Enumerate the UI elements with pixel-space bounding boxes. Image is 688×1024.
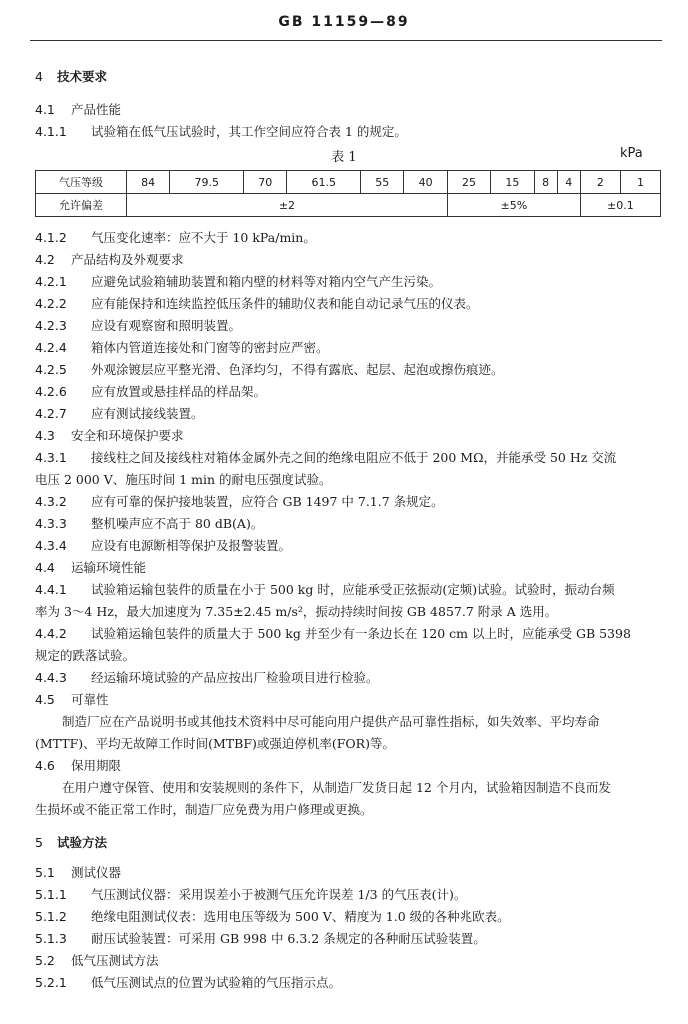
clause-4-4-2: 4.4.2 试验箱运输包装件的质量大于 500 kg 并至少有一条边长在 120 cm 以上时，应能承受 GB 5398 bbox=[35, 626, 631, 641]
section-5-2-heading: 5.2 低气压测试方法 bbox=[35, 953, 159, 968]
pressure-table bbox=[35, 170, 661, 217]
clause-4-3-3: 4.3.3 整机噪声应不高于 80 dB(A)。 bbox=[35, 516, 264, 531]
table-cell: 55 bbox=[361, 171, 404, 194]
section-4-2-heading: 4.2 产品结构及外观要求 bbox=[35, 252, 184, 267]
table-row bbox=[36, 194, 661, 217]
section-4-4-heading: 4.4 运输环境性能 bbox=[35, 560, 147, 575]
table-cell: ±5% bbox=[447, 194, 580, 217]
clause-4-3-2: 4.3.2 应有可靠的保护接地装置，应符合 GB 1497 中 7.1.7 条规定。 bbox=[35, 494, 444, 509]
clause-4-2-2: 4.2.2 应有能保持和连续监控低压条件的辅助仪表和能自动记录气压的仪表。 bbox=[35, 296, 479, 311]
warranty-paragraph-continued: 生损坏或不能正常工作时，制造厂应免费为用户修理或更换。 bbox=[35, 802, 373, 817]
table-cell: 40 bbox=[404, 171, 447, 194]
clause-4-4-1-continued: 率为 3～4 Hz，最大加速度为 7.35±2.45 m/s²，振动持续时间按 GB 4857.7 附录 A 选用。 bbox=[35, 604, 558, 619]
table-cell: 15 bbox=[491, 171, 534, 194]
clause-4-2-7: 4.2.7 应有测试接线装置。 bbox=[35, 406, 204, 421]
table-cell: 8 bbox=[534, 171, 557, 194]
clause-5-2-1: 5.2.1 低气压测试点的位置为试验箱的气压指示点。 bbox=[35, 975, 342, 990]
table-cell: ±2 bbox=[127, 194, 448, 217]
reliability-paragraph-continued: (MTTF)、平均无故障工作时间(MTBF)或强迫停机率(FOR)等。 bbox=[35, 736, 395, 751]
clause-4-2-4: 4.2.4 箱体内管道连接处和门窗等的密封应严密。 bbox=[35, 340, 329, 355]
table-unit: kPa bbox=[620, 146, 643, 161]
section-4-6-heading: 4.6 保用期限 bbox=[35, 758, 122, 773]
clause-5-1-1: 5.1.1 气压测试仪器：采用误差小于被测气压允许误差 1/3 的气压表(计)。 bbox=[35, 887, 467, 902]
row-label-tolerance: 允许偏差 bbox=[36, 194, 127, 217]
clause-4-3-1-continued: 电压 2 000 V、施压时间 1 min 的耐电压强度试验。 bbox=[35, 472, 332, 487]
reliability-paragraph: 制造厂应在产品说明书或其他技术资料中尽可能向用户提供产品可靠性指标，如失效率、平均寿命 bbox=[62, 714, 600, 729]
clause-4-2-3: 4.2.3 应设有观察窗和照明装置。 bbox=[35, 318, 242, 333]
clause-4-2-5: 4.2.5 外观涂镀层应平整光滑、色泽均匀，不得有露底、起层、起泡或擦伤痕迹。 bbox=[35, 362, 504, 377]
table-row bbox=[36, 171, 661, 194]
clause-5-1-3: 5.1.3 耐压试验装置：可采用 GB 998 中 6.3.2 条规定的各种耐压试验装置。 bbox=[35, 931, 486, 946]
section-4-1-heading: 4.1 产品性能 bbox=[35, 102, 122, 117]
warranty-paragraph: 在用户遵守保管、使用和安装规则的条件下，从制造厂发货日起 12 个月内，试验箱因制造不良而发 bbox=[62, 780, 611, 795]
clause-4-1-2: 4.1.2 气压变化速率：应不大于 10 kPa/min。 bbox=[35, 230, 316, 245]
clause-5-1-2: 5.1.2 绝缘电阻测试仪表：选用电压等级为 500 V、精度为 1.0 级的各种兆欧表。 bbox=[35, 909, 510, 924]
clause-4-1-1: 4.1.1 试验箱在低气压试验时，其工作空间应符合表 1 的规定。 bbox=[35, 124, 407, 139]
section-4-3-heading: 4.3 安全和环境保护要求 bbox=[35, 428, 184, 443]
table-cell: 84 bbox=[127, 171, 170, 194]
section-4-5-heading: 4.5 可靠性 bbox=[35, 692, 109, 707]
clause-4-4-2-continued: 规定的跌落试验。 bbox=[35, 648, 136, 663]
table-cell: 2 bbox=[580, 171, 620, 194]
table-cell: ±0.1 bbox=[580, 194, 660, 217]
clause-4-4-3: 4.4.3 经运输环境试验的产品应按出厂检验项目进行检验。 bbox=[35, 670, 379, 685]
header-rule bbox=[30, 40, 662, 41]
clause-4-2-1: 4.2.1 应避免试验箱辅助装置和箱内壁的材料等对箱内空气产生污染。 bbox=[35, 274, 442, 289]
table-cell: 4 bbox=[557, 171, 580, 194]
table-cell: 1 bbox=[620, 171, 660, 194]
table-cell: 70 bbox=[244, 171, 287, 194]
table-cell: 25 bbox=[447, 171, 490, 194]
section-5-heading: 5 试验方法 bbox=[35, 835, 108, 850]
table-caption: 表 1 bbox=[331, 150, 357, 165]
row-label-pressure-level: 气压等级 bbox=[36, 171, 127, 194]
section-4-heading: 4 技术要求 bbox=[35, 69, 108, 84]
section-5-1-heading: 5.1 测试仪器 bbox=[35, 865, 122, 880]
clause-4-2-6: 4.2.6 应有放置或悬挂样品的样品架。 bbox=[35, 384, 267, 399]
clause-4-4-1: 4.4.1 试验箱运输包装件的质量在小于 500 kg 时，应能承受正弦振动(定频)试验。试验时，振动台频 bbox=[35, 582, 615, 597]
table-cell: 79.5 bbox=[170, 171, 244, 194]
clause-4-3-4: 4.3.4 应设有电源断相等保护及报警装置。 bbox=[35, 538, 292, 553]
document-header: GB 11159—89 bbox=[278, 14, 410, 30]
table-cell: 61.5 bbox=[287, 171, 361, 194]
clause-4-3-1: 4.3.1 接线柱之间及接线柱对箱体金属外壳之间的绝缘电阻应不低于 200 MΩ，并能承受 50 Hz 交流 bbox=[35, 450, 617, 465]
